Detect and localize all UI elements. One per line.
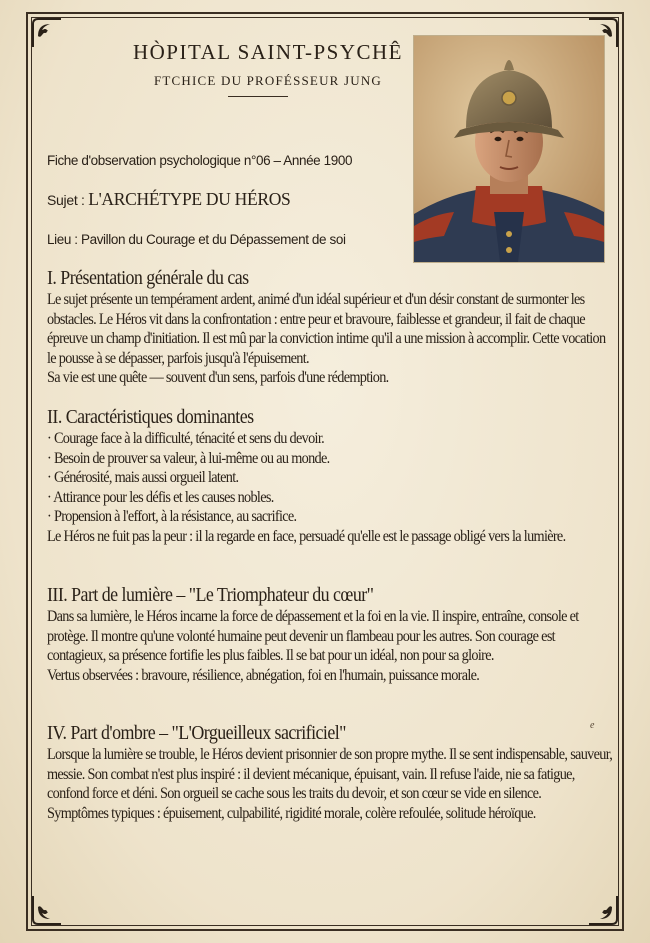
subject-line	[47, 189, 291, 210]
observation-line: Fiche d'observation psychologique n°06 – Année 1900	[47, 153, 353, 168]
paragraph: Dans sa lumière, le Héros incarne la force de dépassement et la foi en la vie. Il inspire, entraîne, console et protège. Il montre qu'une volonté humaine peut devenir un flambeau pour les autres. Son courage est contagieux, sa présence fortifie les plus faibles. Il se bat pour un idéal, non pour sa gloire.	[47, 608, 579, 665]
paragraph: Le sujet présente un tempérament ardent, animé d'un idéal supérieur et d'un désir constant de surmonter les obstacles. Le Héros vit dans la confrontation : entre peur et bravoure, faiblesse et grandeur, il fait de chaque épreuve un champ d'initiation. Il est mû par la conviction intime qu'il a une mission à accomplir. Cette vocation le pousse à se dépasser, parfois jusqu'à l'épuisement.	[47, 291, 606, 367]
soldier-portrait	[414, 36, 604, 262]
list-item: · Générosité, mais aussi orgueil latent.	[47, 469, 239, 487]
section-title: III. Part de lumière – "Le Triomphateur du cœur"	[47, 585, 374, 606]
section-presentation	[47, 268, 617, 388]
section-characteristics	[47, 407, 617, 547]
list-item: · Besoin de prouver sa valeur, à lui-même ou au monde.	[47, 449, 330, 467]
location-line: Lieu : Pavillon du Courage et du Dépassement de soi	[47, 232, 346, 247]
corner-ornament-icon	[30, 16, 64, 50]
section-title: II. Caractéristiques dominantes	[47, 407, 254, 428]
list-item: · Attirance pour les défis et les causes nobles.	[47, 488, 274, 506]
list-item: · Courage face à la difficulté, ténacité et sens du devoir.	[47, 430, 324, 447]
subject-label: Sujet :	[47, 192, 89, 208]
section-body	[47, 429, 614, 547]
section-shadow	[47, 723, 617, 823]
paragraph: Vertus observées : bravoure, résilience, abnégation, foi en l'humain, puissance morale.	[47, 666, 480, 684]
paragraph: Symptômes typiques : épuisement, culpabilité, rigidité morale, colère refoulée, solitude héroïque.	[47, 804, 536, 822]
corner-ornament-icon	[30, 893, 64, 927]
list-item: · Propension à l'effort, à la résistance, au sacrifice.	[47, 508, 297, 526]
subject-value: L'ARCHÉTYPE DU HÉROS	[88, 189, 291, 209]
section-title: I. Présentation générale du cas	[47, 268, 249, 289]
paragraph: Sa vie est une quête — souvent d'un sens, parfois d'une rédemption.	[47, 369, 389, 387]
section-light	[47, 585, 617, 685]
section-body	[47, 290, 614, 388]
paragraph: Le Héros ne fuit pas la peur : il la regarde en face, persuadé qu'elle est le passage obligé vers la lumière.	[47, 527, 566, 545]
title-divider	[228, 96, 288, 97]
paragraph: Lorsque la lumière se trouble, le Héros devient prisonnier de son propre mythe. Il se sent indispensable, sauveur, messie. Son combat n'est plus inspiré : il devient mécanique, épuisant, vain. Il refuse l'aide, nie sa fatigue, confond force et déni. Son orgueil se cache sous les traits du devoir, et son cœur se vide en silence.	[47, 746, 613, 803]
stray-mark: e	[590, 720, 595, 731]
section-title: IV. Part d'ombre – "L'Orgueilleux sacrificiel"	[47, 723, 346, 744]
section-body	[47, 607, 614, 685]
corner-ornament-icon	[586, 893, 620, 927]
section-body	[47, 745, 614, 823]
file-subtitle: FTCHICE DU PROFÉSSEUR JUNG	[153, 73, 383, 88]
hospital-title: HÒPITAL SAINT-PSYCHÊ	[132, 40, 404, 64]
